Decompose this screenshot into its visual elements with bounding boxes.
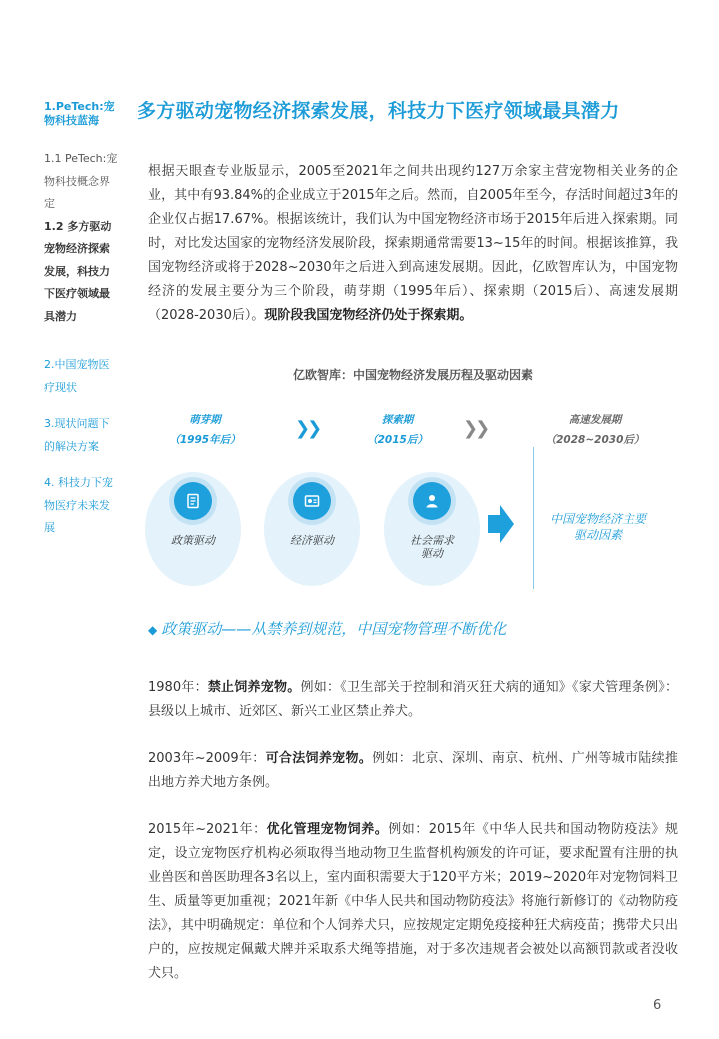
- entry-lead: 1980年：: [148, 680, 208, 695]
- phase-divider: [533, 447, 534, 589]
- page-title: 多方驱动宠物经济探索发展，科技力下医疗领域最具潜力: [137, 100, 620, 122]
- sidebar-item-future[interactable]: 4. 科技力下宠物医疗未来发展: [44, 476, 113, 534]
- intro-bold: 现阶段我国宠物经济仍处于探索期。: [264, 308, 473, 323]
- driver-social-demand: [384, 472, 480, 586]
- entry-lead: 2015年~2021年：: [148, 822, 267, 837]
- entry-bold: 禁止饲养宠物。: [207, 680, 301, 695]
- drivers-conclusion: 中国宠物经济主要驱动因素: [549, 512, 646, 542]
- entry-text: 例如：2015年《中华人民共和国动物防疫法》规定，设立宠物医疗机构必须取得当地动物卫生监督机构颁发的许可证，要求配置有注册的执业兽医和兽医助理各3名以上，室内面积需要大于120平方米；2019~2020年对宠物饲料卫生、质量等更加重视；2021年新《中华人民共和国动物防疫法》将施行新修订的《动物防疫法》，其中明确规定：单位和个人饲养犬只，应按规定定期免疫接种狂犬病疫苗；携带犬只出户的，应按规定佩戴犬牌并采取系犬绳等措施，对于多次违规者会被处以高额罚款或者没收犬只。: [148, 822, 678, 981]
- driver-icon-badge: [413, 482, 451, 520]
- entry-lead: 2003年~2009年：: [148, 751, 266, 766]
- phase-name: 萌芽期: [189, 414, 221, 426]
- chevron-right-icon: ❯❯: [463, 418, 488, 439]
- sidebar-nav: [44, 100, 120, 540]
- entry-text: 例如：北京、深圳、南京、杭州、广州等城市陆续推出地方养犬地方条例。: [148, 751, 678, 790]
- people-icon: [424, 493, 440, 509]
- phase-period: （1995年后）: [169, 434, 241, 446]
- driver-policy: [145, 472, 241, 586]
- document-icon: [185, 493, 201, 509]
- driver-label: 经济驱动: [290, 534, 334, 547]
- sidebar-item-medical-status[interactable]: 2.中国宠物医疗现状: [44, 358, 110, 394]
- page-number: 6: [653, 998, 662, 1013]
- policy-entry-2015: [148, 818, 678, 986]
- phase-budding: [160, 410, 250, 450]
- sidebar-title[interactable]: 1.PeTech:宠物科技蓝海: [44, 100, 115, 127]
- intro-paragraph: [148, 160, 678, 328]
- policy-entry-1980: [148, 676, 678, 724]
- arrow-right-icon: [488, 505, 514, 543]
- driver-label: 政策驱动: [171, 534, 215, 547]
- phase-period: （2015后）: [367, 434, 428, 446]
- money-icon: [304, 493, 320, 509]
- entry-text: 例如：《卫生部关于控制和消灭狂犬病的通知》《家犬管理条例》：县级以上城市、近郊区、新兴工业区禁止养犬。: [148, 680, 678, 719]
- driver-icon-badge: [174, 482, 212, 520]
- diamond-icon: ◆: [148, 623, 158, 637]
- phase-name: 探索期: [381, 414, 414, 426]
- diagram-title: 亿欧智库：中国宠物经济发展历程及驱动因素: [292, 368, 533, 382]
- entry-bold: 可合法饲养宠物。: [265, 751, 373, 766]
- sidebar-item-solutions[interactable]: 3.现状问题下的解决方案: [44, 417, 110, 453]
- driver-icon-badge: [293, 482, 331, 520]
- driver-economy: [264, 472, 360, 586]
- section-heading: [148, 618, 506, 639]
- sidebar-item-drivers[interactable]: 1.2 多方驱动宠物经济探索发展，科技力下医疗领域最具潜力: [44, 219, 112, 323]
- section-title-text: 政策驱动——从禁养到规范，中国宠物管理不断优化: [161, 620, 507, 638]
- driver-label: 社会需求驱动: [410, 534, 454, 560]
- entry-bold: 优化管理宠物饲养。: [266, 822, 389, 837]
- phase-period: （2028~2030后）: [545, 434, 645, 446]
- phase-rapid-growth: [540, 410, 650, 450]
- phase-exploration: [350, 410, 445, 450]
- phase-name: 高速发展期: [568, 414, 622, 426]
- chevron-right-icon: ❯❯: [295, 418, 320, 439]
- policy-entry-2003: [148, 747, 678, 795]
- intro-text: 根据天眼查专业版显示，2005至2021年之间共出现约127万余家主营宠物相关业务的企业，其中有93.84%的企业成立于2015年之后。然而，自2005年至今，存活时间超过3年的企业仅占据17.67%。根据该统计，我们认为中国宠物经济市场于2015年后进入探索期。同时，对比发达国家的宠物经济发展阶段，探索期通常需要13~15年的时间。根据该推算，我国宠物经济或将于2028~2030年之后进入到高速发展期。因此，亿欧智库认为，中国宠物经济的发展主要分为三个阶段，萌芽期（1995年后）、探索期（2015后）、高速发展期（2028-2030后）。: [148, 164, 678, 323]
- sidebar-item-concept[interactable]: 1.1 PeTech:宠物科技概念界定: [44, 152, 118, 210]
